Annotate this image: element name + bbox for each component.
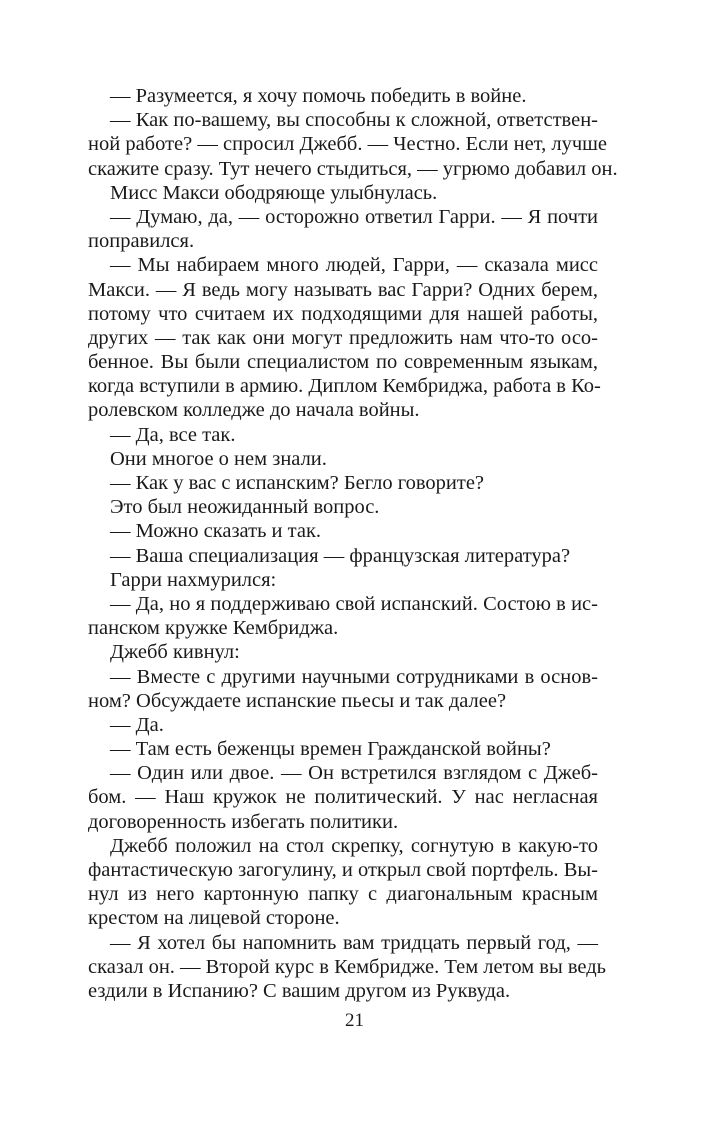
text-line: бенное. Вы были специалистом по современным языкам, [88, 351, 598, 374]
text-line: нул из него картонную папку с диагональным красным [88, 883, 598, 906]
paragraph [110, 713, 598, 737]
paragraph [110, 737, 598, 761]
paragraph [88, 931, 607, 1004]
text-line: ной работе? — спросил Джебб. — Честно. Если нет, лучше [88, 133, 608, 156]
text-line: — Думаю, да, — осторожно ответил Гарри. — Я почти [110, 205, 598, 228]
paragraph [110, 84, 598, 108]
paragraph [110, 423, 598, 447]
paragraph [110, 544, 598, 568]
text-line: договоренность избегать политики. [88, 810, 399, 833]
paragraph [110, 495, 598, 519]
text-line: Джебб положил на стол скрепку, согнутую в какую-то [110, 834, 598, 857]
text-line: — Ваша специализация — французская литература? [110, 544, 571, 567]
paragraph [110, 447, 598, 471]
text-line: потому что считаем их подходящими для нашей работы, [88, 302, 598, 325]
text-line: Они многое о нем знали. [110, 447, 327, 470]
paragraph [88, 253, 601, 422]
paragraph [110, 471, 598, 495]
text-line: других — так как они могут предложить нам что-то осо- [88, 326, 598, 349]
text-line: сказал он. — Второй курс в Кембридже. Тем летом вы ведь [88, 955, 607, 978]
text-line: — Там есть беженцы времен Гражданской войны? [110, 738, 551, 761]
paragraph [88, 665, 598, 713]
text-line: поправился. [88, 230, 195, 253]
text-line: — Один или двое. — Он встретился взглядом с Джеб- [110, 762, 598, 785]
text-line: ездили в Испанию? С вашим другом из Руквуда. [88, 979, 511, 1002]
paragraph [88, 205, 598, 253]
paragraph [110, 568, 598, 592]
text-line: Гарри нахмурился: [110, 568, 277, 591]
text-line: — Разумеется, я хочу помочь победить в войне. [110, 85, 527, 107]
text-line: Джебб кивнул: [110, 641, 240, 664]
text-line: — Да. [110, 713, 164, 736]
text-line: — Мы набираем много людей, Гарри, — сказала мисс [110, 254, 598, 277]
text-line: ном? Обсуждаете испанские пьесы и так далее? [88, 689, 507, 712]
text-line: — Вместе с другими научными сотрудниками в основ- [110, 665, 598, 688]
text-line: Макси. — Я ведь могу называть вас Гарри? Одних берем, [88, 278, 598, 301]
text-line: — Можно сказать и так. [110, 520, 322, 543]
text-line: — Как по-вашему, вы способны к сложной, ответствен- [110, 109, 598, 132]
text-line: — Да, все так. [110, 423, 236, 446]
text-line: когда вступили в армию. Диплом Кембриджа, работа в Ко- [88, 375, 601, 398]
text-line: фантастическую загогулину, и открыл свой портфель. Вы- [88, 859, 598, 881]
paragraph [110, 519, 598, 543]
text-line: ролевском колледже до начала войны. [88, 399, 420, 422]
text-line: панском кружке Кембриджа. [88, 617, 339, 640]
paragraph [88, 592, 598, 640]
paragraph [88, 761, 598, 834]
body-text [88, 84, 618, 1003]
text-line: бом. — Наш кружок не политический. У нас негласная [88, 786, 598, 809]
text-line: Это был неожиданный вопрос. [110, 496, 380, 519]
text-line: — Как у вас с испанским? Бегло говорите? [110, 472, 485, 494]
text-line: крестом на лицевой стороне. [88, 907, 340, 930]
paragraph [88, 108, 618, 181]
text-line: скажите сразу. Тут нечего стыдиться, — угрюмо добавил он. [88, 157, 618, 180]
text-line: — Я хотел бы напомнить вам тридцать первый год, — [110, 931, 598, 954]
paragraph [88, 834, 598, 931]
paragraph [110, 640, 598, 664]
text-line: Мисс Макси ободряюще улыбнулась. [110, 181, 438, 204]
paragraph [110, 181, 598, 205]
page-number: 21 [345, 1010, 364, 1031]
text-line: — Да, но я поддерживаю свой испанский. Состою в ис- [110, 592, 598, 615]
